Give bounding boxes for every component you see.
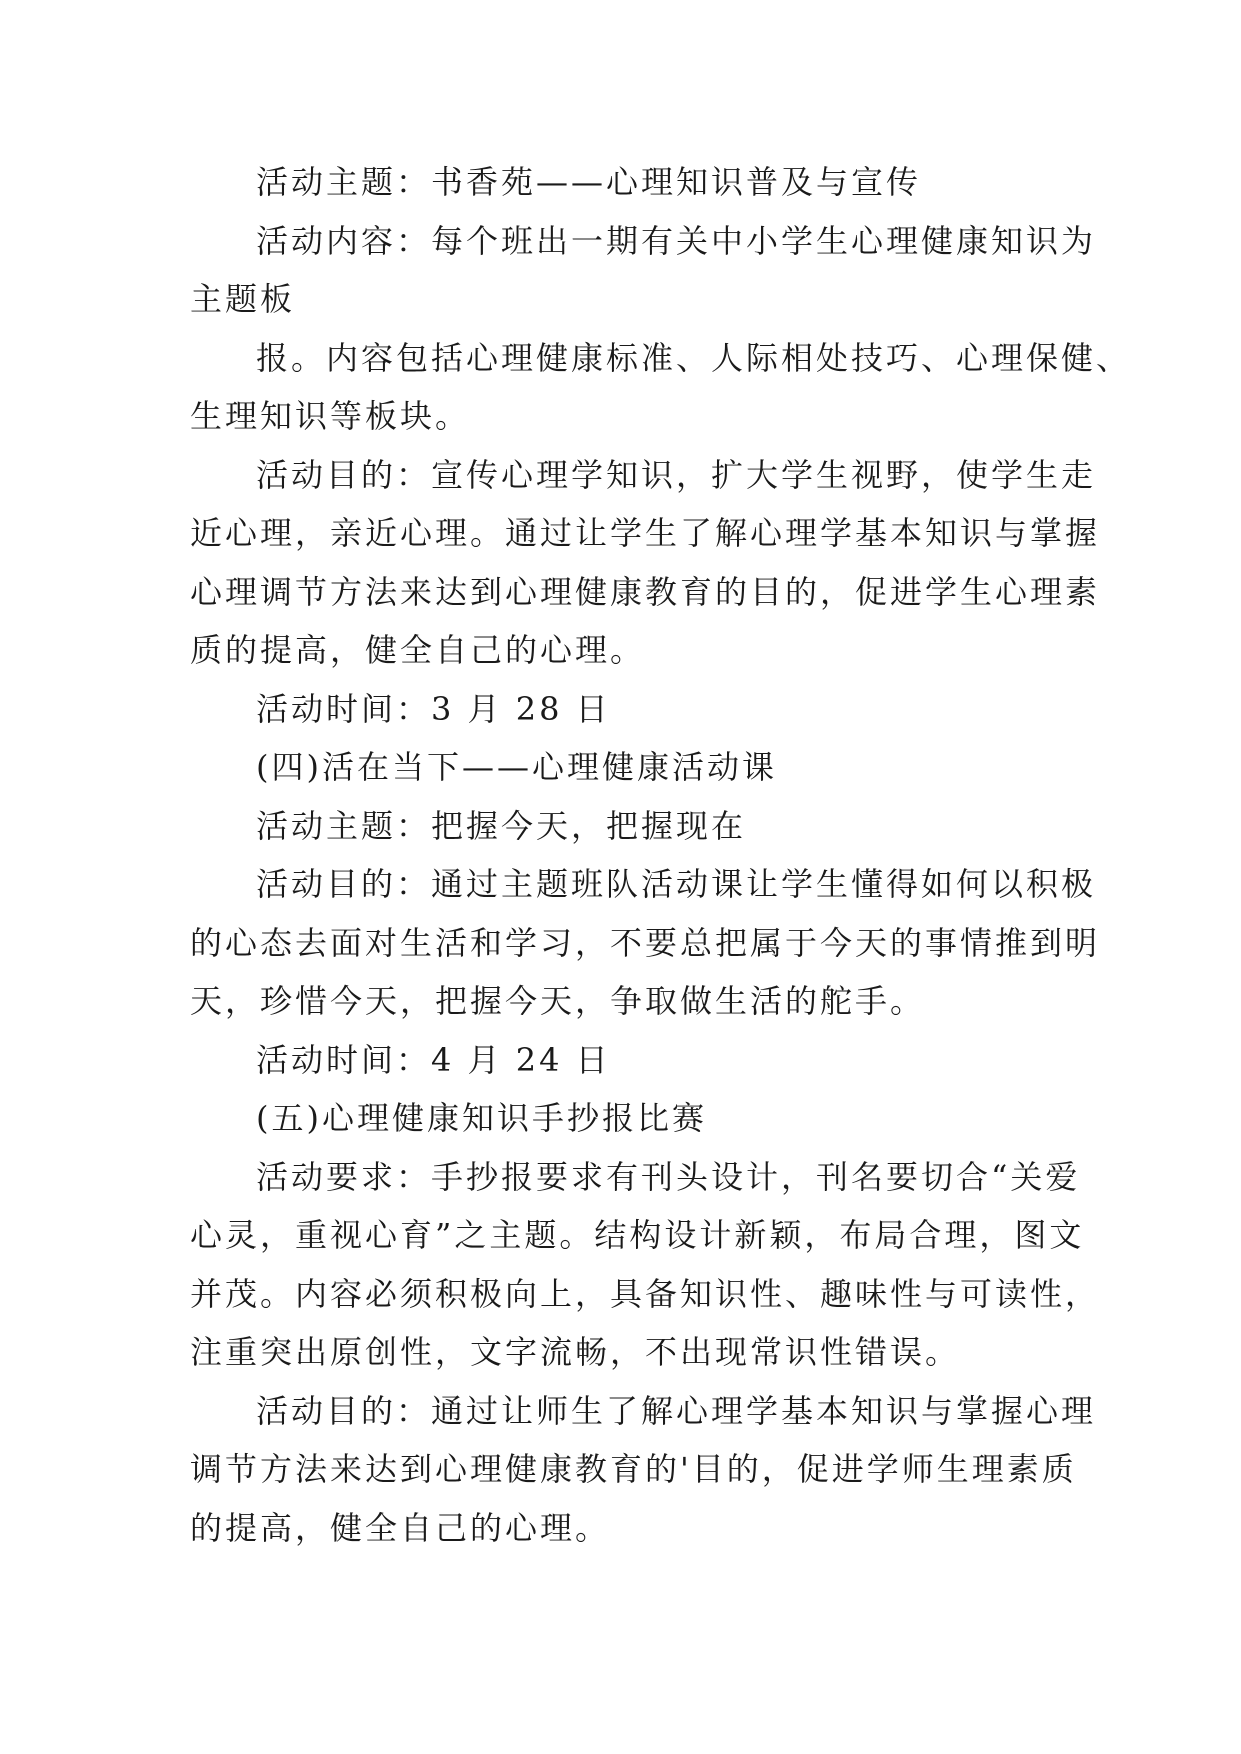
paragraph-line: 的心态去面对生活和学习，不要总把属于今天的事情推到明 (190, 923, 1101, 962)
paragraph-line: 活动主题：把握今天，把握现在 (256, 806, 747, 845)
paragraph-line: 质的提高，健全自己的心理。 (190, 631, 646, 669)
paragraph-line: 生理知识等板块。 (190, 397, 471, 435)
paragraph-line: 主题板 (190, 280, 296, 318)
paragraph-line: 活动要求：手抄报要求有刊头设计，刊名要切合“关爱 (256, 1157, 1081, 1196)
paragraph-line: 调节方法来达到心理健康教育的'目的，促进学师生理素质 (190, 1450, 1077, 1488)
paragraph-line: 报。内容包括心理健康标准、人际相处技巧、心理保健、 (256, 338, 1132, 377)
paragraph-line: 活动目的：宣传心理学知识，扩大学生视野，使学生走 (256, 455, 1097, 494)
paragraph-line: 近心理，亲近心理。通过让学生了解心理学基本知识与掌握 (190, 514, 1101, 552)
paragraph-line: 并茂。内容必须积极向上，具备知识性、趣味性与可读性， (190, 1274, 1101, 1313)
document-body (190, 153, 1132, 1557)
paragraph-line: 活动时间：3 月 28 日 (256, 689, 611, 728)
paragraph-line: 活动目的：通过让师生了解心理学基本知识与掌握心理 (256, 1391, 1097, 1430)
paragraph-line: 的提高，健全自己的心理。 (190, 1508, 611, 1547)
paragraph-line: 活动时间：4 月 24 日 (256, 1040, 611, 1079)
paragraph-line: 心灵，重视心育”之主题。结构设计新颖，布局合理，图文 (190, 1216, 1085, 1254)
paragraph-line: 心理调节方法来达到心理健康教育的目的，促进学生心理素 (190, 572, 1101, 611)
section-heading: (五)心理健康知识手抄报比赛 (256, 1099, 707, 1137)
paragraph-line: 注重突出原创性，文字流畅，不出现常识性错误。 (190, 1333, 961, 1371)
paragraph-line: 天，珍惜今天，把握今天，争取做生活的舵手。 (190, 982, 926, 1020)
paragraph-line: 活动主题：书香苑——心理知识普及与宣传 (256, 163, 922, 201)
paragraph-line: 活动内容：每个班出一期有关中小学生心理健康知识为 (256, 221, 1097, 260)
paragraph-line: 活动目的：通过主题班队活动课让学生懂得如何以积极 (256, 865, 1097, 903)
section-heading: (四)活在当下——心理健康活动课 (256, 748, 777, 786)
